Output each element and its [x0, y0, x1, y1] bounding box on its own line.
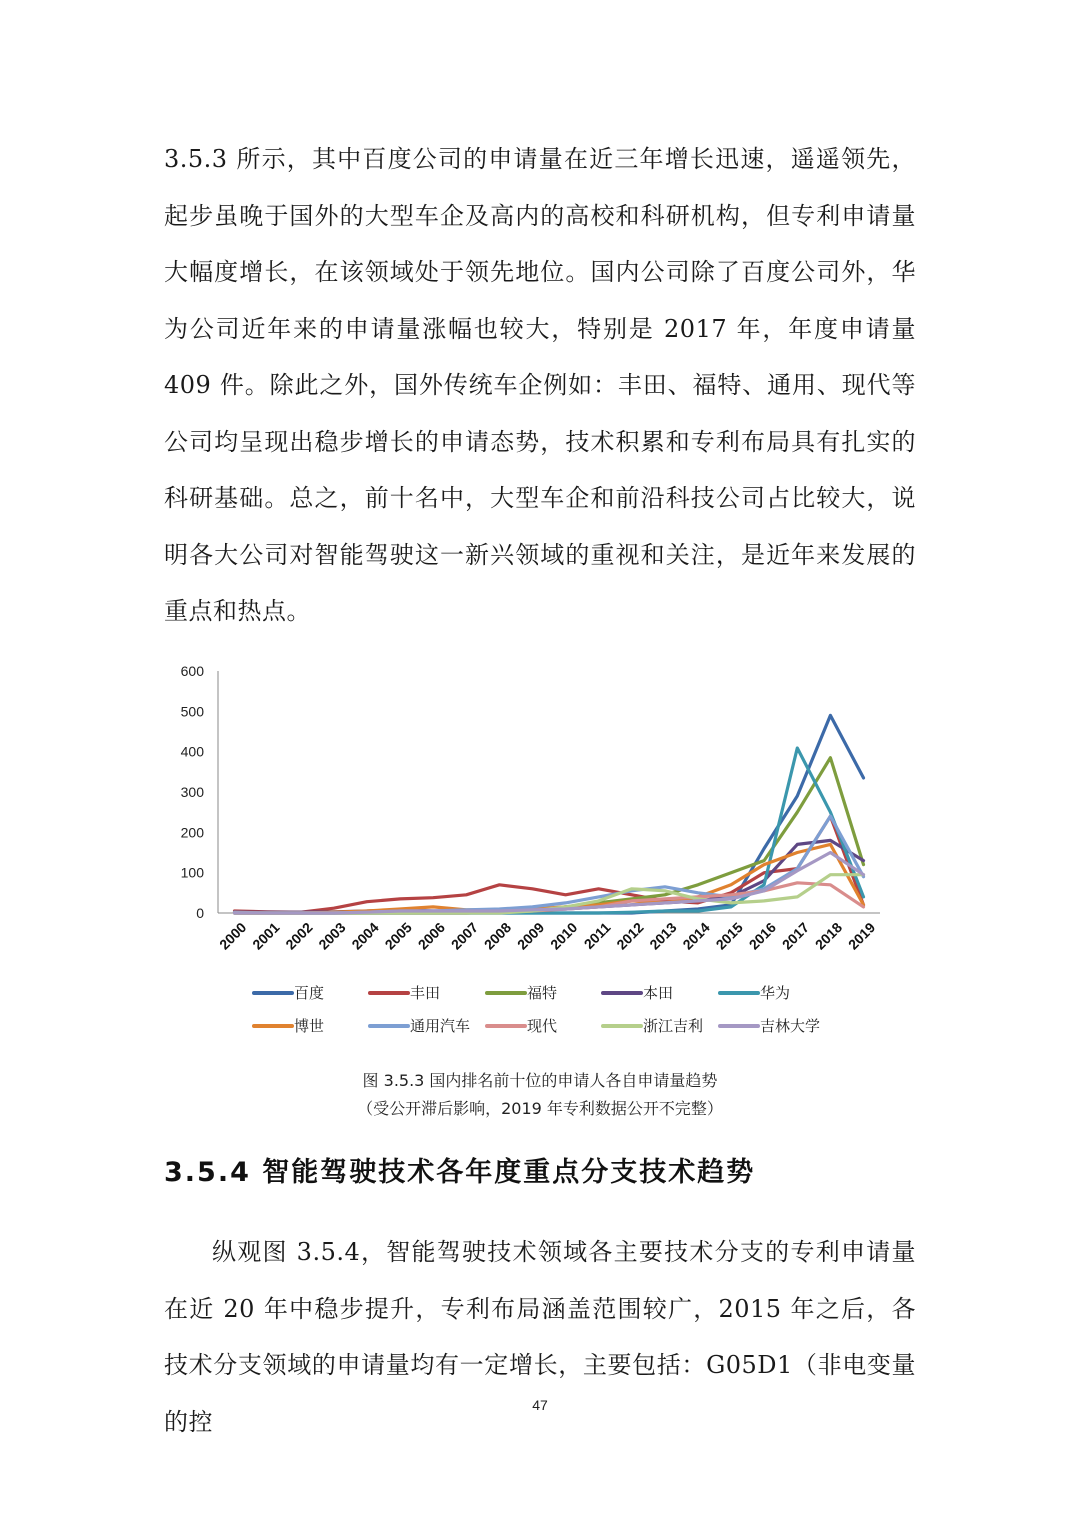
x-tick-label: 2008 — [480, 919, 515, 953]
y-tick-label: 100 — [180, 864, 204, 881]
x-axis — [216, 913, 880, 953]
x-tick-label: 2001 — [249, 919, 283, 953]
x-tick-label: 2004 — [348, 919, 382, 953]
legend-label: 吉林大学 — [760, 1017, 821, 1035]
legend-label: 通用汽车 — [410, 1017, 471, 1035]
x-tick-label: 2007 — [447, 919, 482, 953]
section-heading: 3.5.4 智能驾驶技术各年度重点分支技术趋势 — [164, 1157, 756, 1188]
x-tick-label: 2015 — [712, 919, 746, 953]
x-tick-label: 2011 — [580, 919, 614, 953]
x-tick-label: 2005 — [381, 919, 415, 953]
y-axis — [181, 663, 218, 921]
y-tick-label: 0 — [196, 905, 204, 921]
y-tick-label: 500 — [180, 703, 204, 720]
y-tick-label: 200 — [180, 824, 204, 841]
legend-label: 百度 — [294, 984, 325, 1002]
x-tick-label: 2016 — [745, 919, 779, 953]
y-tick-label: 300 — [180, 784, 204, 800]
legend-label: 博世 — [294, 1017, 325, 1035]
legend — [254, 984, 820, 1035]
page-number: 47 — [532, 1397, 548, 1413]
legend-label: 浙江吉利 — [643, 1017, 704, 1035]
x-tick-label: 2013 — [646, 919, 680, 953]
series-line — [235, 715, 864, 913]
x-tick-label: 2014 — [679, 919, 713, 953]
legend-label: 福特 — [527, 984, 558, 1002]
x-tick-label: 2018 — [811, 919, 846, 953]
y-tick-label: 400 — [180, 743, 204, 760]
legend-label: 丰田 — [410, 984, 441, 1002]
x-tick-label: 2000 — [216, 919, 250, 953]
body-paragraph-2: 纵观图 3.5.4，智能驾驶技术领域各主要技术分支的专利申请量在近 20 年中稳步提升，专利布局涵盖范围较广，2015 年之后，各技术分支领域的申请量均有一定增长，主要包括：G05D1（非电变量的控 — [164, 1238, 916, 1436]
legend-label: 现代 — [527, 1017, 558, 1035]
x-tick-label: 2012 — [613, 919, 647, 953]
series-lines — [235, 715, 864, 913]
legend-label: 本田 — [643, 984, 674, 1002]
x-tick-label: 2017 — [778, 919, 813, 953]
figure-caption: 图 3.5.3 国内排名前十位的申请人各自申请量趋势 — [362, 1071, 718, 1090]
x-tick-label: 2003 — [315, 919, 349, 953]
x-tick-label: 2002 — [282, 919, 316, 953]
x-tick-label: 2009 — [513, 919, 548, 953]
y-tick-label: 600 — [180, 663, 204, 679]
legend-label: 华为 — [760, 984, 791, 1002]
x-tick-label: 2019 — [844, 919, 879, 953]
figure-caption-note: （受公开滞后影响，2019 年专利数据公开不完整） — [357, 1099, 723, 1118]
x-tick-label: 2010 — [547, 919, 581, 953]
body-paragraph-1: 3.5.3 所示，其中百度公司的申请量在近三年增长迅速，遥遥领先，起步虽晚于国外的大型车企及高内的高校和科研机构，但专利申请量大幅度增长，在该领域处于领先地位。国内公司除了百度公司外，华为公司近年来的申请量涨幅也较大，特别是 2017 年，年度申请量 409 件。除此之外，国外传统车企例如：丰田、福特、通用、现代等公司均呈现出稳步增长的申请态势，技术积累和专利布局具有扎实的科研基础。总之，前十名中，大型车企和前沿科技公司占比较大，说明各大公司对智能驾驶这一新兴领域的重视和关注，是近年来发展的重点和热点。 — [164, 145, 916, 625]
x-tick-label: 2006 — [414, 919, 448, 953]
applicant-trend-line-chart — [150, 650, 930, 1070]
